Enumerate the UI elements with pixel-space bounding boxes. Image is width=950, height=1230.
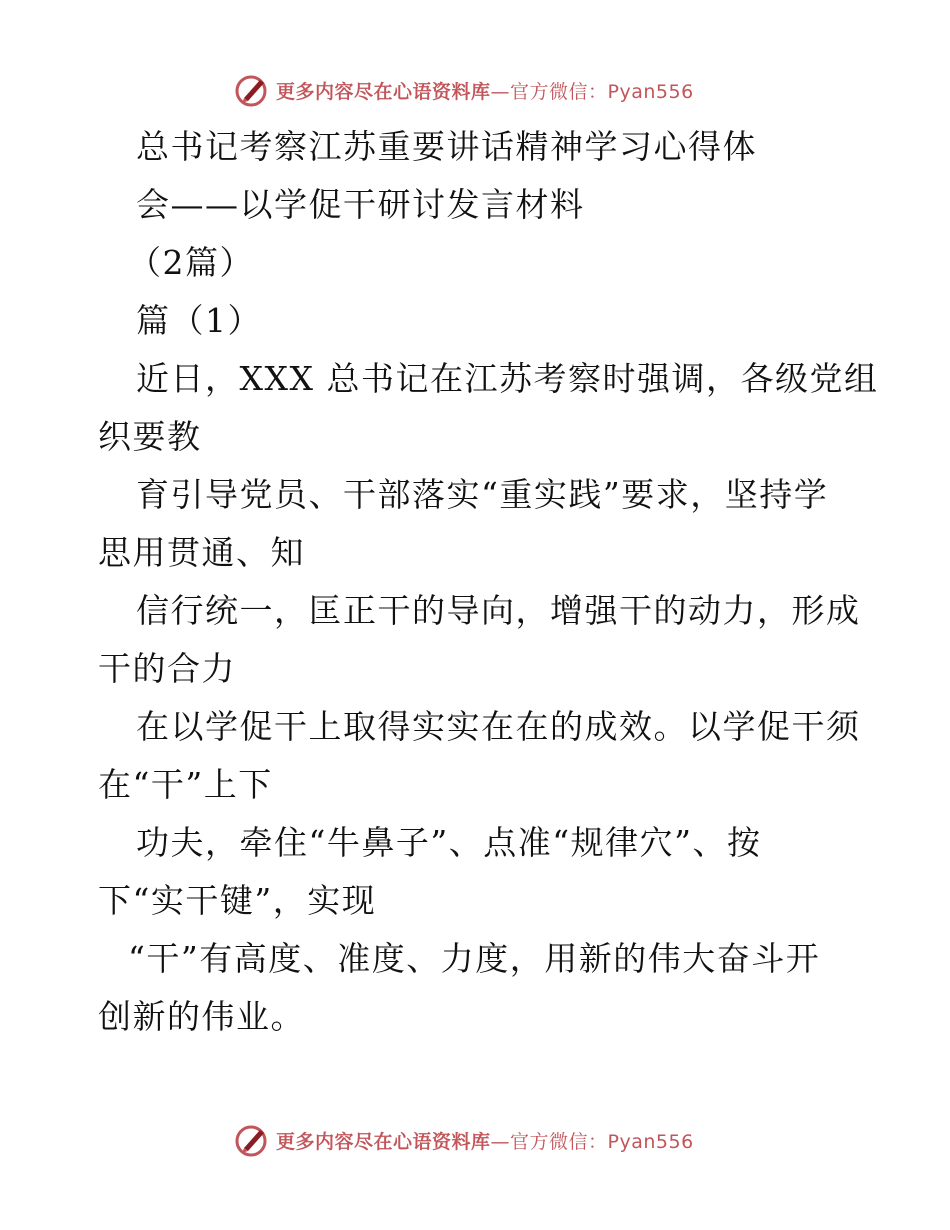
- section-heading: 篇（1）: [136, 301, 262, 340]
- paragraph-line: 信行统一，匡正干的导向，增强干的动力，形成: [136, 591, 861, 630]
- paragraph-line: 织要教: [98, 417, 202, 456]
- pen-logo-icon: [234, 1122, 270, 1158]
- document-title-line-2: 会——以学促干研讨发言材料: [136, 185, 585, 224]
- pen-logo-icon: [234, 72, 270, 108]
- paragraph-line: 功夫，牵住“牛鼻子”、点准“规律穴”、按: [136, 823, 762, 862]
- watermark-footer: [234, 1120, 694, 1160]
- paragraph-line: 下“实干键”，实现: [98, 881, 377, 920]
- paragraph-line: “干”有高度、准度、力度，用新的伟大奋斗开: [128, 939, 821, 978]
- paragraph-line: 思用贯通、知: [98, 533, 305, 572]
- paragraph-line: 近日，XXX 总书记在江苏考察时强调，各级党组: [136, 359, 879, 398]
- paragraph-line: 在以学促干上取得实实在在的成效。以学促干须: [136, 707, 861, 746]
- document-body: [98, 118, 879, 1046]
- document-title-line-1: 总书记考察江苏重要讲话精神学习心得体: [136, 127, 757, 166]
- paragraph-line: 创新的伟业。: [98, 997, 305, 1036]
- paragraph-line: 在“干”上下: [98, 765, 273, 804]
- paragraph-line: 育引导党员、干部落实“重实践”要求，坚持学: [136, 475, 829, 514]
- paragraph-line: 干的合力: [98, 649, 236, 688]
- watermark-text: 更多内容尽在心语资料库—官方微信：Pyan556: [276, 80, 694, 103]
- watermark-text: 更多内容尽在心语资料库—官方微信：Pyan556: [276, 1130, 694, 1153]
- article-count-label: （2篇）: [128, 243, 254, 282]
- watermark-header: [234, 70, 694, 110]
